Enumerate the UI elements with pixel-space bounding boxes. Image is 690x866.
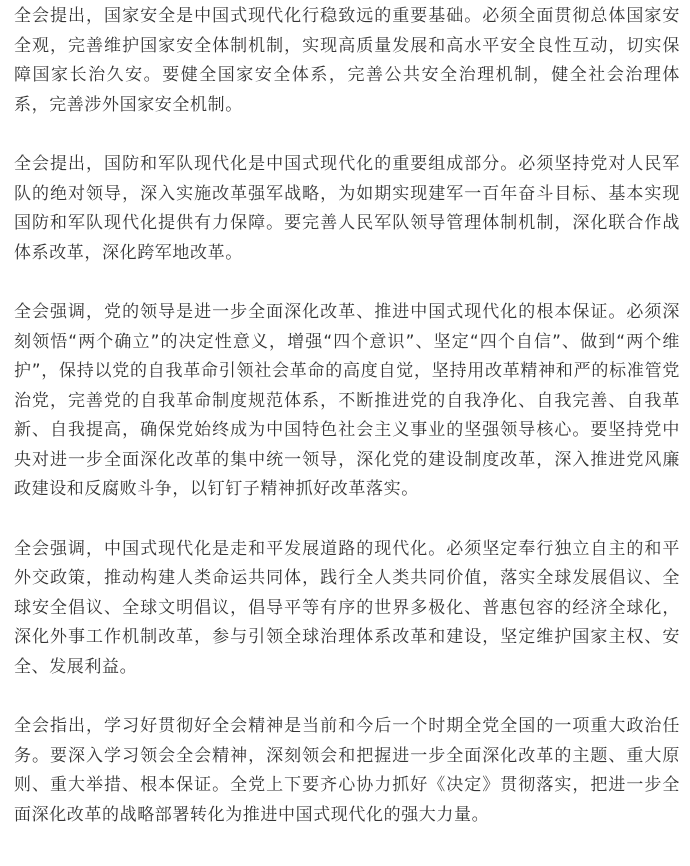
paragraph-party-leadership: 全会强调，党的领导是进一步全面深化改革、推进中国式现代化的根本保证。必须深刻领悟“两个确立”的决定性意义，增强“四个意识”、坚定“四个自信”、做到“两个维护”，保持以党的自我革命引领社会革命的高度自觉，坚持用改革精神和严的标准管党治党，完善党的自我革命制度规范体系，不断推进党的自我净化、自我完善、自我革新、自我提高，确保党始终成为中国特色社会主义事业的坚强领导核心。要坚持党中央对进一步全面深化改革的集中统一领导，深化党的建设制度改革，深入推进党风廉政建设和反腐败斗争，以钉钉子精神抓好改革落实。 — [14, 302, 680, 499]
paragraph-peaceful-development: 全会强调，中国式现代化是走和平发展道路的现代化。必须坚定奉行独立自主的和平外交政策，推动构建人类命运共同体，践行全人类共同价值，落实全球发展倡议、全球安全倡议、全球文明倡议，倡导平等有序的世界多极化、普惠包容的经济全球化，深化外事工作机制改革，参与引领全球治理体系改革和建设，坚定维护国家主权、安全、发展利益。 — [14, 538, 680, 677]
paragraph-national-defense: 全会提出，国防和军队现代化是中国式现代化的重要组成部分。必须坚持党对人民军队的绝对领导，深入实施改革强军战略，为如期实现建军一百年奋斗目标、基本实现国防和军队现代化提供有力保障。要完善人民军队领导管理体制机制，深化联合作战体系改革，深化跨军地改革。 — [14, 154, 680, 263]
paragraph-national-security: 全会提出，国家安全是中国式现代化行稳致远的重要基础。必须全面贯彻总体国家安全观，完善维护国家安全体制机制，实现高质量发展和高水平安全良性互动，切实保障国家长治久安。要健全国家安全体系，完善公共安全治理机制，健全社会治理体系，完善涉外国家安全机制。 — [14, 6, 680, 115]
paragraph-study-implementation: 全会指出，学习好贯彻好全会精神是当前和今后一个时期全党全国的一项重大政治任务。要深入学习领会全会精神，深刻领会和把握进一步全面深化改革的主题、重大原则、重大举措、根本保证。全党上下要齐心协力抓好《决定》贯彻落实，把进一步全面深化改革的战略部署转化为推进中国式现代化的强大力量。 — [14, 716, 680, 825]
